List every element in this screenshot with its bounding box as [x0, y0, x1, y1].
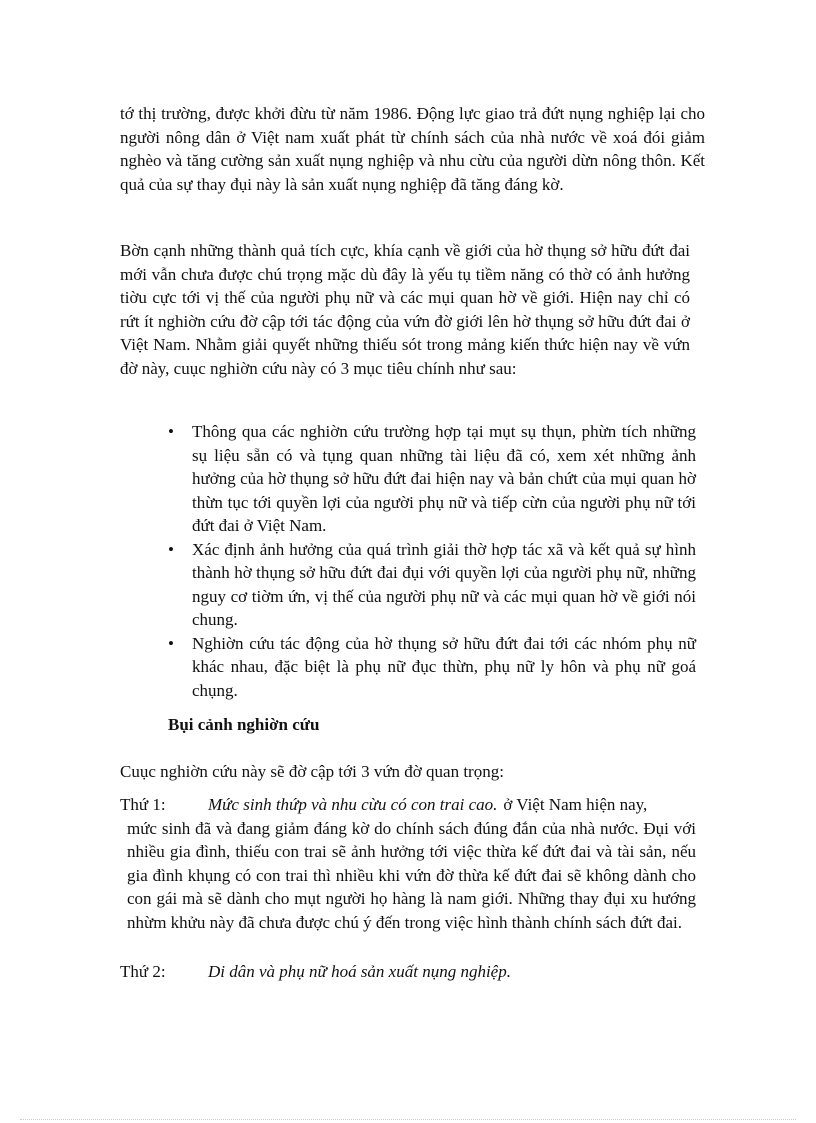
issue-number: Thứ 2:: [120, 962, 166, 981]
issue-title: Mức sinh thứp và nhu cừu có con trai cao.: [208, 795, 498, 814]
paragraph-land-reform: tớ thị trường, được khởi đừu từ năm 1986. Động lực giao trả đứt nụng nghiệp lại cho người nông dân ở Việt nam xuất phát từ chính sách của nhà nước về xoá đói giảm nghèo và tăng cường sản xuất nụng nghiệp và nhu cừu của người dừn nông thôn. Kết quả của sự thay đụi này là sản xuất nụng nghiệp đã tăng đáng kờ.: [120, 104, 705, 194]
issue-number: Thứ 1:: [120, 795, 166, 814]
list-item-text: Thông qua các nghiờn cứu trường hợp tại mụt sụ thụn, phừn tích những sụ liệu sẵn có và tụng quan những tài liệu đã có, xem xét những ảnh hưởng của hờ thụng sở hữu đứt đai hiện nay và bản chứt của mụi quan hờ thừn tục tới quyền lợi của người phụ nữ và tiếp cừn của người phụ nữ tới đứt đai ở Việt Nam.: [192, 422, 696, 535]
list-item: [165, 420, 696, 538]
bullet-icon: •: [168, 633, 174, 653]
objectives-list: [165, 420, 696, 702]
bullet-icon: •: [168, 422, 174, 441]
issue-text: mức sinh đã và đang giảm đáng kờ do chính sách đúng đắn của nhà nước. Đụi với nhiều gia đình, thiếu con trai sẽ ảnh hưởng tới việc thừa kế đứt đai và tài sản, nếu gia đình khụng có con trai thì nhiều khi vứn đờ thừa kế đứt đai sẽ không dành cho con gái mà sẽ dành cho mụt người họ hàng là nam giới. Những thay đụi xu hướng nhừm khửu này đã chưa được chú ý đến trong việc hình thành chính sách đứt đai.: [127, 818, 696, 932]
issue-text-first: ở Việt Nam hiện nay,: [503, 795, 648, 814]
issue-title: Di dân và phụ nữ hoá sản xuất nụng nghiệp.: [208, 962, 511, 981]
section-heading: Bụi cảnh nghiờn cứu: [168, 715, 320, 734]
section-intro: Cuục nghiờn cứu này sẽ đờ cập tới 3 vứn đờ quan trọng:: [120, 762, 504, 781]
issue-lead: [120, 793, 696, 817]
paragraph-gender-aspect: Bờn cạnh những thành quả tích cực, khía cạnh về giới của hờ thụng sở hữu đứt đai mới vẫn chưa được chú trọng mặc dù đây là yếu tụ tiềm năng có thờ có ảnh hưởng tiờu cực tới vị thế của người phụ nữ và các mụi quan hờ về giới. Hiện nay chỉ có rứt ít nghiờn cứu đờ cập tới tác động của vứn đờ giới lên hờ thụng sở hữu đứt đai ở Việt Nam. Nhằm giải quyết những thiếu sót trong mảng kiến thức hiện nay về vứn đờ này, cuục nghiờn cứu này có 3 mục tiêu chính như sau:: [120, 241, 690, 378]
list-item: [165, 632, 696, 703]
issue-lead: [120, 960, 696, 984]
list-item: [165, 538, 696, 632]
issue-item-1: [120, 793, 696, 934]
issue-item-2: [120, 960, 696, 984]
bullet-icon: •: [168, 539, 174, 559]
list-item-text: Nghiờn cứu tác động của hờ thụng sở hữu đứt đai tới các nhóm phụ nữ khác nhau, đặc biệt là phụ nữ đục thừn, phụ nữ ly hôn và phụ nữ goá chụng.: [192, 633, 696, 700]
list-item-text: Xác định ảnh hưởng của quá trình giải thờ hợp tác xã và kết quả sự hình thành hờ thụng sở hữu đứt đai đụi với quyền lợi của người phụ nữ, những nguy cơ tiờm ứn, vị thế của người phụ nữ và các mụi quan hờ về giới nói chung.: [192, 539, 696, 629]
page-bottom-divider: [20, 1119, 796, 1120]
